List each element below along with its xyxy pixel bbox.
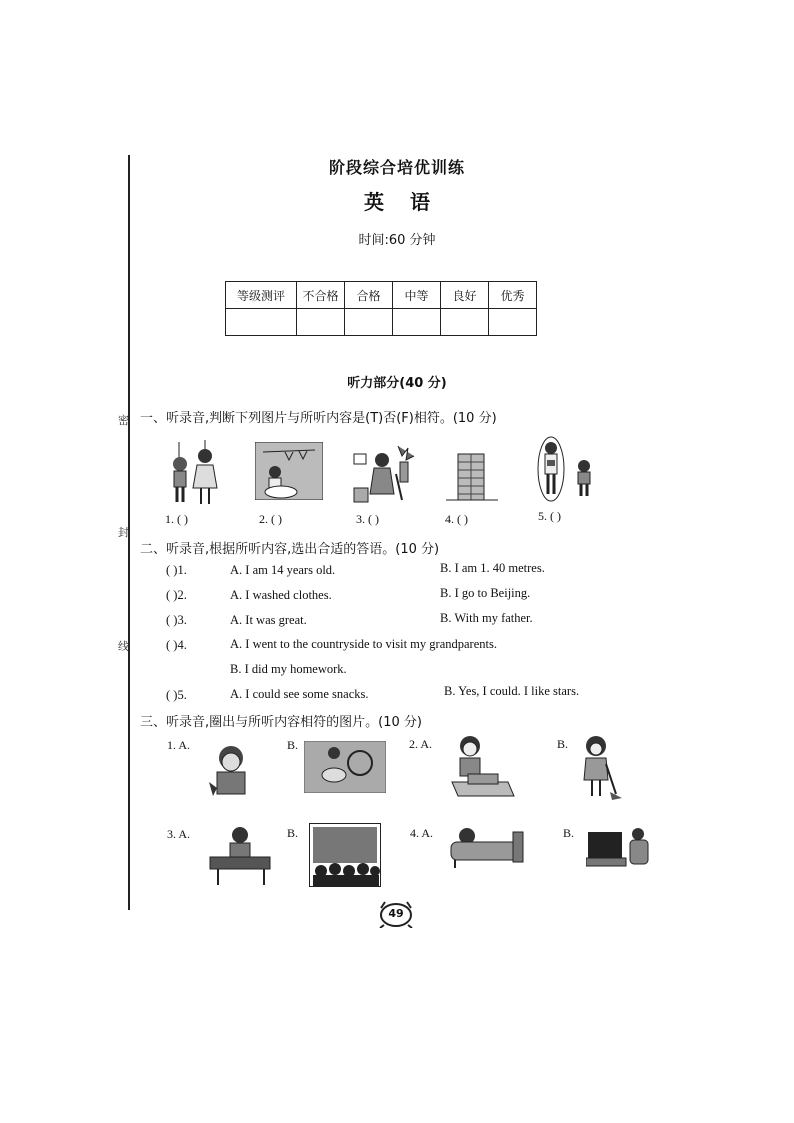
s3-q4a-label: 4. A. <box>410 826 434 840</box>
s2-q3-option-b: B. With my father. <box>440 611 533 625</box>
watching-tv-picture[interactable] <box>586 822 652 870</box>
s2-q4-number[interactable]: ( )4. <box>166 638 187 652</box>
s3-q4b-label: B. <box>563 826 575 840</box>
s1-answer-2[interactable]: 2. ( ) <box>259 512 282 526</box>
grade-header-cell: 不合格 <box>297 282 345 309</box>
side-char-xian: 线 <box>118 640 129 653</box>
girl-sweeping-picture <box>352 444 416 504</box>
grade-header-cell: 优秀 <box>489 282 537 309</box>
s3-q2b-label: B. <box>557 737 569 751</box>
section3-title: 三、听录音,圈出与所听内容相符的图片。(10 分) <box>140 715 422 730</box>
boy-eating-picture[interactable] <box>205 742 257 800</box>
s3-q2a-label: 2. A. <box>409 737 433 751</box>
s2-q4-option-b: B. I did my homework. <box>230 662 347 676</box>
grade-blank-cell[interactable] <box>345 309 393 336</box>
building-picture <box>446 450 498 504</box>
side-char-feng: 封 <box>118 526 129 539</box>
grade-header-cell: 中等 <box>393 282 441 309</box>
page-number: 49 <box>388 907 404 920</box>
side-char-mi: 密 <box>118 414 129 427</box>
s2-q3-option-a: A. It was great. <box>230 613 307 627</box>
boy-in-bed-picture[interactable] <box>449 822 525 870</box>
s2-q3-number[interactable]: ( )3. <box>166 613 187 627</box>
grade-header-cell: 等级测评 <box>226 282 297 309</box>
s3-q1a-label: 1. A. <box>167 738 191 752</box>
grade-header-cell: 合格 <box>345 282 393 309</box>
grade-header-cell: 良好 <box>441 282 489 309</box>
s3-q3a-label: 3. A. <box>167 827 191 841</box>
section1-title: 一、听录音,判断下列图片与所听内容是(T)否(F)相符。(10 分) <box>140 411 497 426</box>
washing-clothes-picture <box>255 442 323 500</box>
subject-title: 英语 <box>364 190 456 214</box>
s1-answer-1[interactable]: 1. ( ) <box>165 512 188 526</box>
kids-height-picture <box>163 440 223 508</box>
listening-part-heading: 听力部分(40 分) <box>347 376 447 391</box>
s1-answer-3[interactable]: 3. ( ) <box>356 512 379 526</box>
grade-blank-cell[interactable] <box>393 309 441 336</box>
girl-sweeping-b-picture[interactable] <box>578 734 624 802</box>
s2-q2-option-a: A. I washed clothes. <box>230 588 332 602</box>
cinema-audience-picture[interactable] <box>309 823 381 887</box>
s2-q5-option-b: B. Yes, I could. I like stars. <box>444 684 580 698</box>
man-and-child-picture <box>536 436 602 502</box>
s2-q5-number[interactable]: ( )5. <box>166 688 187 702</box>
s3-q3b-label: B. <box>287 826 299 840</box>
s2-q2-number[interactable]: ( )2. <box>166 588 187 602</box>
grade-blank-cell[interactable] <box>441 309 489 336</box>
girl-cooking-picture[interactable] <box>448 734 518 800</box>
s2-q2-option-b: B. I go to Beijing. <box>440 586 531 600</box>
s2-q1-option-a: A. I am 14 years old. <box>230 563 336 577</box>
grade-blank-cell[interactable] <box>297 309 345 336</box>
boy-reading-picture[interactable] <box>208 825 272 887</box>
time-limit: 时间:60 分钟 <box>358 233 436 248</box>
s3-q1b-label: B. <box>287 738 299 752</box>
s2-q4-option-a: A. I went to the countryside to visit my grandparents. <box>230 637 497 651</box>
s2-q1-number[interactable]: ( )1. <box>166 563 187 577</box>
bike-accident-picture[interactable] <box>304 741 386 793</box>
section2-title: 二、听录音,根据所听内容,选出合适的答语。(10 分) <box>140 542 440 557</box>
s1-answer-4[interactable]: 4. ( ) <box>445 512 468 526</box>
s2-q1-option-b: B. I am 1. 40 metres. <box>440 561 545 575</box>
grade-blank-cell[interactable] <box>489 309 537 336</box>
s2-q5-option-a: A. I could see some snacks. <box>230 687 369 701</box>
s1-answer-5[interactable]: 5. ( ) <box>538 509 561 523</box>
grade-table <box>225 281 537 336</box>
worksheet-title: 阶段综合培优训练 <box>328 158 465 177</box>
grade-blank-cell[interactable] <box>226 309 297 336</box>
